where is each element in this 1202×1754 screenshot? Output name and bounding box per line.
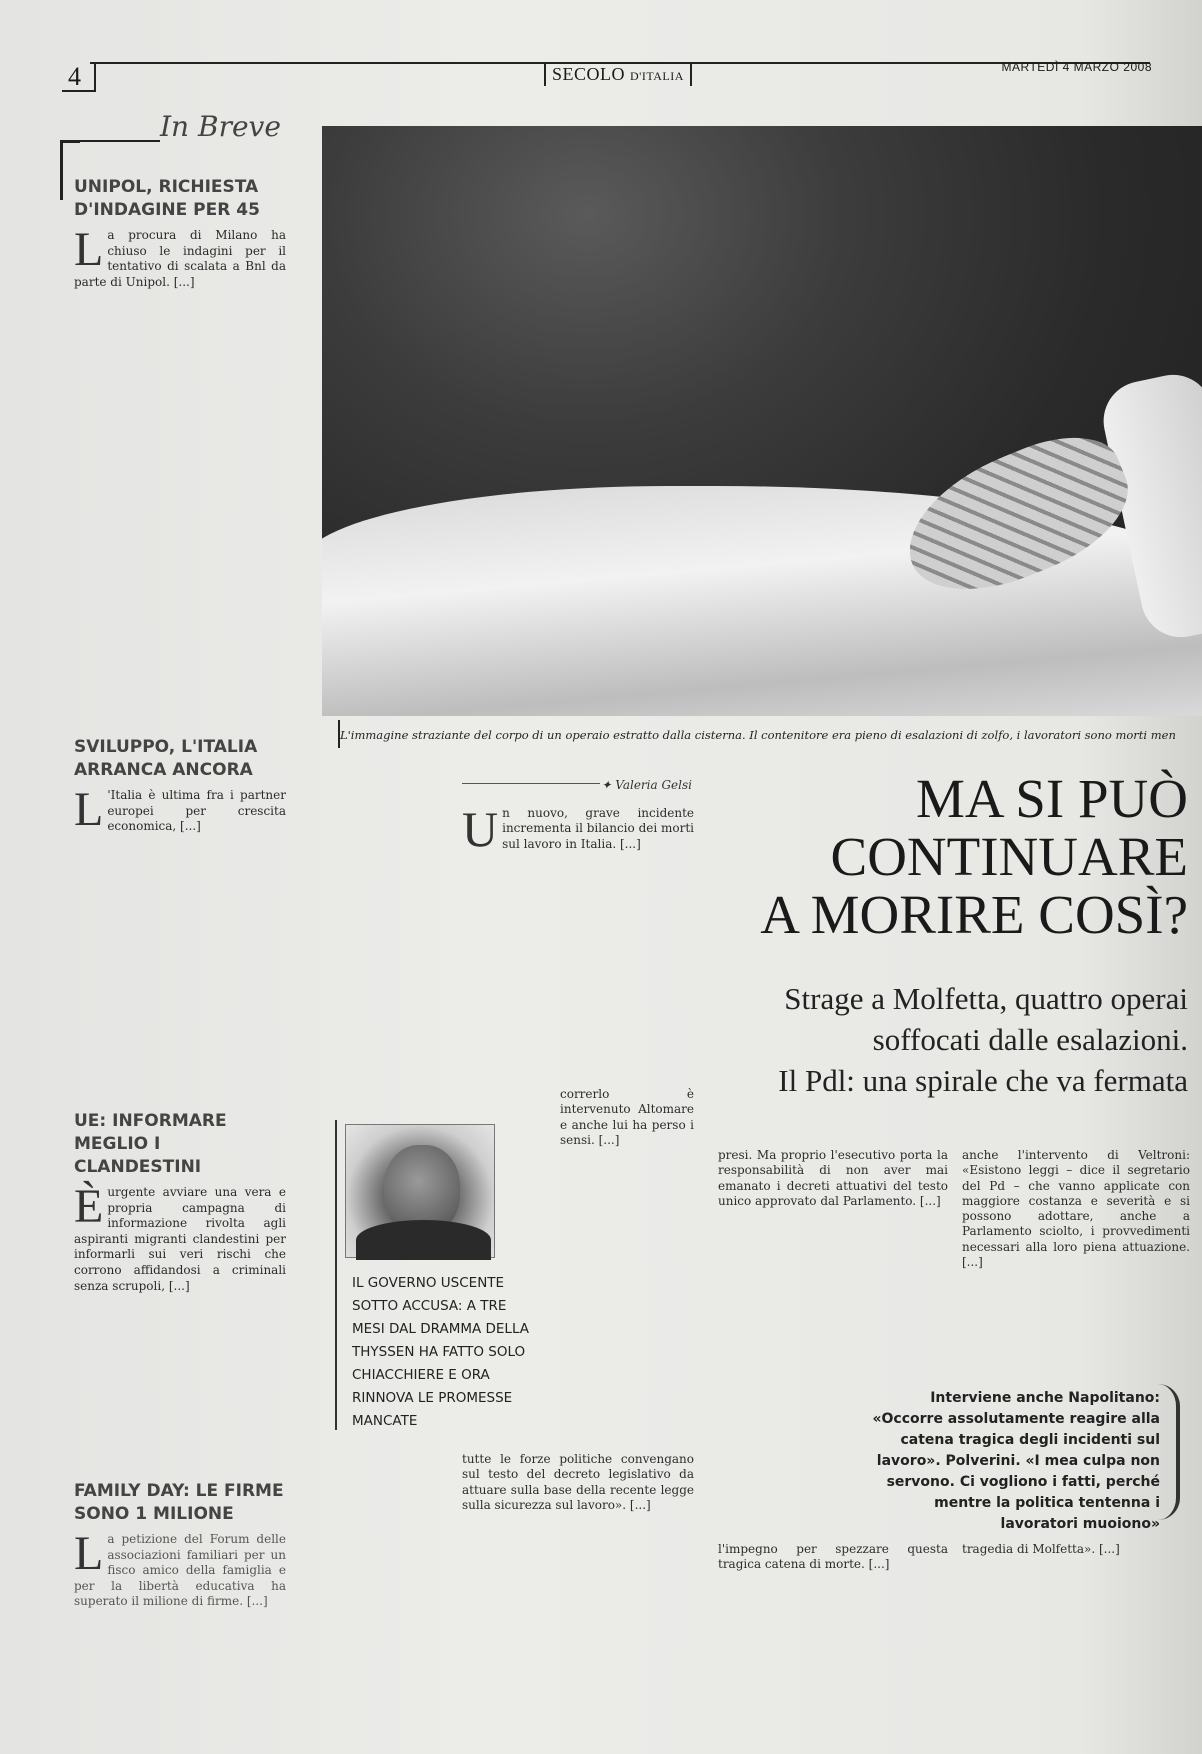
- drop-cap: L: [74, 783, 104, 836]
- page-number: 4: [62, 62, 96, 92]
- headline-line: MA SI PUÒ: [915, 768, 1188, 829]
- masthead: [544, 64, 692, 86]
- byline: ✦ Valeria Gelsi: [601, 778, 692, 792]
- article-col2-top: presi. Ma proprio l'esecutivo porta la responsabilità di non aver mai emanato i decreti attuativi del testo unico approvato dal Parlamento. [...]: [718, 1148, 948, 1208]
- portrait-suit: [356, 1220, 491, 1260]
- photo-caption: L'immagine straziante del corpo di un operaio estratto dalla cisterna. Il contenitore era pieno di esalazioni di zolfo, i lavoratori sono morti men: [340, 728, 1176, 742]
- brief-ue: [74, 1110, 286, 1294]
- article-col2-bottom: l'impegno per spezzare questa tragica catena di morte. [...]: [718, 1542, 948, 1572]
- article-col3-bottom: tragedia di Molfetta». [...]: [962, 1542, 1120, 1556]
- article-col1-right: correrlo è intervenuto Altomare e anche lui ha perso i sensi. [...]: [560, 1087, 694, 1147]
- pull-quote: Interviene anche Napolitano: «Occorre assolutamente reagire alla catena tragica degli incidenti sul lavoro». Polverini. «I mea culpa non servono. Ci vogliono i fatti, perché mentre la politica tentenna i lavoratori muoiono»: [872, 1390, 1160, 1532]
- drop-cap: U: [462, 801, 499, 857]
- brief-title: UNIPOL, RICHIESTA D'INDAGINE PER 45: [74, 177, 260, 220]
- subhead-line: Strage a Molfetta, quattro operai: [784, 981, 1188, 1016]
- portrait-frame: [335, 1120, 337, 1430]
- main-photo: [322, 126, 1202, 716]
- headline: [712, 770, 1188, 944]
- headline-line: A MORIRE COSÌ?: [760, 884, 1188, 945]
- brief-family-day: [74, 1480, 286, 1610]
- section-rule: [80, 140, 160, 142]
- portrait-photo: [345, 1124, 495, 1258]
- drop-cap: L: [74, 1527, 104, 1580]
- brief-unipol: [74, 176, 286, 290]
- brief-title: SVILUPPO, L'ITALIA ARRANCA ANCORA: [74, 737, 258, 780]
- brief-sviluppo: [74, 736, 286, 835]
- article-col3-top: anche l'intervento di Veltroni: «Esistono leggi – dice il segretario del Pd – che vanno applicate con maggiore costanza e severità e si possono adottare, anche a Parlamento sciolto, i provvedimenti necessari alla loro piena attuazione. [...]: [962, 1148, 1190, 1270]
- subhead-line: soffocati dalle esalazioni.: [872, 1022, 1188, 1057]
- masthead-main: SECOLO: [552, 64, 626, 84]
- brief-body: L 'Italia è ultima fra i partner europei per crescita economica, [...]: [74, 783, 286, 836]
- photo-quote: IL GOVERNO USCENTE SOTTO ACCUSA: A TRE MESI DAL DRAMMA DELLA THYSSEN HA FATTO SOLO CHIACCHIERE E ORA RINNOVA LE PROMESSE MANCATE: [352, 1275, 530, 1429]
- brief-title: UE: INFORMARE MEGLIO I CLANDESTINI: [74, 1111, 227, 1177]
- brief-body: La procura di Milano ha chiuso le indagini per il tentativo di scalata a Bnl da parte di Unipol. [...]: [74, 223, 286, 289]
- brief-body: La petizione del Forum delle associazioni familiari per un fisco amico della famiglia e per la libertà educativa ha superato il milione di firme. [...]: [74, 1527, 286, 1609]
- issue-date: MARTEDÌ 4 MARZO 2008: [1001, 60, 1152, 74]
- subhead-line: Il Pdl: una spirale che va fermata: [778, 1063, 1188, 1098]
- article-col1-top: Un nuovo, grave incidente incrementa il bilancio dei morti sul lavoro in Italia. [...]: [462, 801, 694, 857]
- section-label: In Breve: [160, 110, 281, 143]
- drop-cap: L: [74, 223, 104, 276]
- pull-quote-bracket: [1158, 1384, 1180, 1520]
- subheadline: [712, 978, 1188, 1101]
- brief-body: Èurgente avviare una vera e propria campagna di informazione rivolta agli aspiranti migranti clandestini per informarli sui veri rischi che corrono affidandosi a criminali senza scrupoli, [...]: [74, 1180, 286, 1293]
- brief-title: FAMILY DAY: LE FIRME SONO 1 MILIONE: [74, 1481, 284, 1524]
- masthead-small: D'ITALIA: [630, 69, 684, 83]
- headline-line: CONTINUARE: [830, 826, 1188, 887]
- drop-cap: È: [74, 1180, 104, 1233]
- article-col1-bottom: tutte le forze politiche convengano sul testo del decreto legislativo da attuare sulla base della recente legge sulla sicurezza sul lavoro». [...]: [462, 1452, 694, 1512]
